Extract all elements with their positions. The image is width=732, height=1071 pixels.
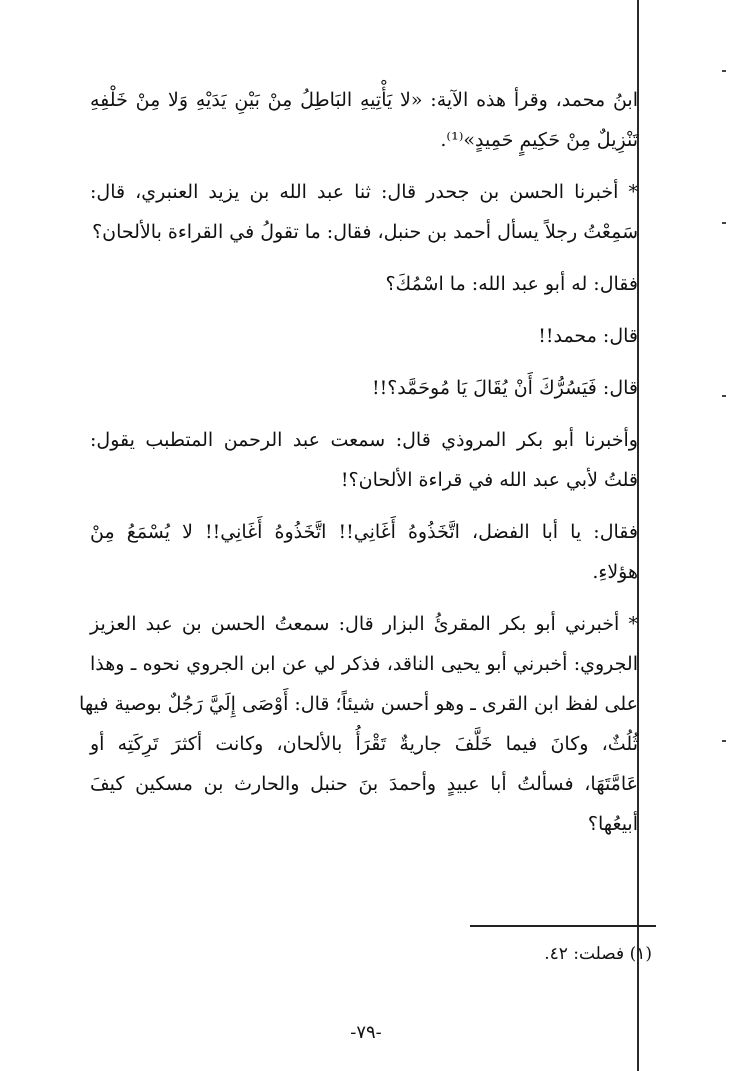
text-line: فقال: يا أبا الفضل، اتَّخَذُوهُ أَغَانِي!! اتَّخَذُوهُ أَغَانِي!! لا يُسْمَعُ مِنْ (90, 521, 638, 543)
text-line: * أخبرنا الحسن بن جحدر قال: ثنا عبد الله بن يزيد العنبري، قال: (90, 181, 638, 203)
text-line: سَمِعْتُ رجلاً يسأل أحمد بن حنبل، فقال: ما تقولُ في القراءة بالألحان؟ (92, 221, 638, 243)
text-line: عَامَّتَهَا، فسألتُ أبا عبيدٍ وأحمدَ بنَ حنبل والحارث بن مسكين كيفَ (90, 773, 638, 795)
paragraph (90, 512, 638, 592)
margin-mark (722, 70, 726, 72)
text-line: الجروي: أخبرني أبو يحيى الناقد، فذكر لي عن ابن الجروي نحوه ـ وهذا (90, 653, 638, 675)
body-text (79, 80, 638, 856)
footnote-divider (470, 925, 656, 927)
text-line: وأخبرنا أبو بكر المروذي قال: سمعت عبد الرحمن المتطبب يقول: (90, 429, 638, 451)
text-line: قلتُ لأبي عبد الله في قراءة الألحان؟! (340, 469, 638, 491)
text-line: فقال: له أبو عبد الله: ما اسْمُكَ؟ (385, 273, 638, 295)
paragraph (90, 264, 638, 304)
margin-mark (722, 395, 726, 397)
footnote: (١) فصلت: ٤٢. (544, 944, 652, 964)
page-number: -٧٩- (350, 1022, 382, 1043)
text-line: هؤلاءِ. (592, 561, 638, 583)
paragraph (90, 420, 638, 500)
text-line: ثُلُثٌ، وكانَ فيما خَلَّفَ جاريةٌ تَقْرَأُ بالألحان، وكانت أكثرَ تَرِكَتِه أو (90, 733, 638, 755)
text-line: تَنْزِيلٌ مِنْ حَكِيمٍ حَمِيدٍ»⁽¹⁾. (440, 129, 638, 151)
text-line: ابنُ محمد، وقرأ هذه الآية: «لا يَأْتِيهِ البَاطِلُ مِنْ بَيْنِ يَدَيْهِ وَلا مِنْ خَلْفِهِ (90, 89, 638, 111)
margin-mark (722, 222, 726, 224)
text-line: قال: محمد!! (538, 325, 638, 347)
paragraph (90, 368, 638, 408)
text-line: على لفظ ابن القرى ـ وهو أحسن شيئاً؛ قال: أَوْصَى إِلَيَّ رَجُلٌ بوصية فيها (79, 693, 638, 715)
paragraph (90, 80, 638, 160)
text-line: أبيعُها؟ (587, 813, 638, 835)
margin-mark (722, 740, 726, 742)
paragraph (79, 604, 638, 844)
paragraph (90, 316, 638, 356)
text-line: * أخبرني أبو بكر المقرئُ البزار قال: سمعتُ الحسن بن عبد العزيز (90, 613, 638, 635)
text-line: قال: فَيَسُرُّكَ أَنْ يُقَالَ يَا مُوحَمَّد؟!! (371, 377, 638, 399)
paragraph (90, 172, 638, 252)
